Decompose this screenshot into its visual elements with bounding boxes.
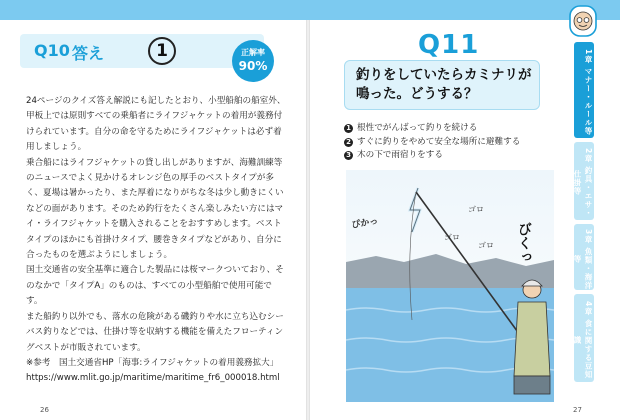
option-text: すぐに釣りをやめて安全な場所に避難する	[357, 136, 521, 147]
answer-value: 1	[148, 37, 176, 65]
sfx-goro: ゴロ	[468, 205, 484, 214]
chapter-tab-3[interactable]: 3章 魚類・海洋等	[574, 224, 594, 290]
explanation-paragraph: また船釣り以外でも、落水の危険がある磯釣りや水に立ち込むシーバス釣りなどでは、仕掛け等を収納する機能を備えたフローティングベストが市販されています。	[26, 311, 284, 353]
explanation-paragraph: 24ページのクイズ答え解説にも記したとおり、小型船舶の船室外、甲板上では原則すべての乗船者にライフジャケットの着用が義務付けられています。自分の命を守るためにライフジャケットは必ず着用しましょう。	[26, 96, 286, 153]
chapter-tab-1[interactable]: 1章 マナー・ルール等	[574, 42, 594, 138]
option-text: 根性でがんばって釣りを続ける	[357, 123, 478, 133]
option-item	[344, 149, 554, 163]
chapter-tab-4[interactable]: 4章 食に関する豆知識	[574, 294, 594, 382]
answer-label: 答え	[72, 44, 105, 63]
chapter-tab-2[interactable]: 2章 釣具・エサ・仕掛等	[574, 142, 594, 220]
correct-rate-label: 正解率	[241, 48, 265, 57]
sfx-goro: ゴロ	[478, 241, 494, 250]
explanation-paragraph: 国土交通省の安全基準に適合した製品には桜マークついており、そのなかで「タイプA」のものは、すべての小型船舶で使用可能です。	[26, 265, 284, 307]
option-number: 2	[344, 138, 353, 147]
lightning-fishing-illustration	[346, 170, 554, 402]
option-item	[344, 122, 554, 136]
question-text: 釣りをしていたらカミナリが鳴った。どうする？	[356, 67, 532, 102]
chapter-tabs	[574, 42, 594, 382]
option-number: 1	[344, 124, 353, 133]
option-number: 3	[344, 151, 353, 160]
sfx-goro: ゴロ	[444, 233, 460, 242]
answer-question-number: Q10	[34, 41, 70, 60]
reference-note: ※参考 国土交通省HP「海事:ライフジャケットの着用義務拡大」https://www.mlit.go.jp/maritime/maritime_fr6_000018.html	[26, 357, 280, 384]
answer-explanation	[26, 94, 288, 387]
page-number-left: 26	[40, 406, 49, 414]
option-text: 木の下で雨宿りをする	[357, 150, 443, 160]
correct-rate-badge	[232, 40, 274, 82]
option-item	[344, 136, 554, 150]
sfx-pika: ぴかっ	[350, 216, 380, 231]
explanation-paragraph: 乗合船にはライフジャケットの貸し出しがありますが、海難訓練等のニュースでよく見かけるオレンジ色の厚手のベストタイプが多く、夏場は暑かったり、また厚着になりがちな冬は少し動きにくいなどの面があります。そのため釣行をたくさん楽しみたい方にはマイ・ライフジャケットを購入されることをおすすめします。ベストタイプのほかにも首掛けタイプ、腰巻きタイプなどがあり、自分に合ったものを選ぶようにしましょう。	[26, 157, 284, 261]
question-number: Q11	[418, 30, 480, 60]
page-number-right: 27	[573, 406, 582, 414]
mascot-face-icon	[568, 4, 598, 38]
top-banner	[0, 0, 620, 20]
correct-rate-value: 90%	[238, 59, 268, 73]
sfx-biku: びくっ	[516, 222, 532, 264]
options-list	[344, 122, 554, 163]
